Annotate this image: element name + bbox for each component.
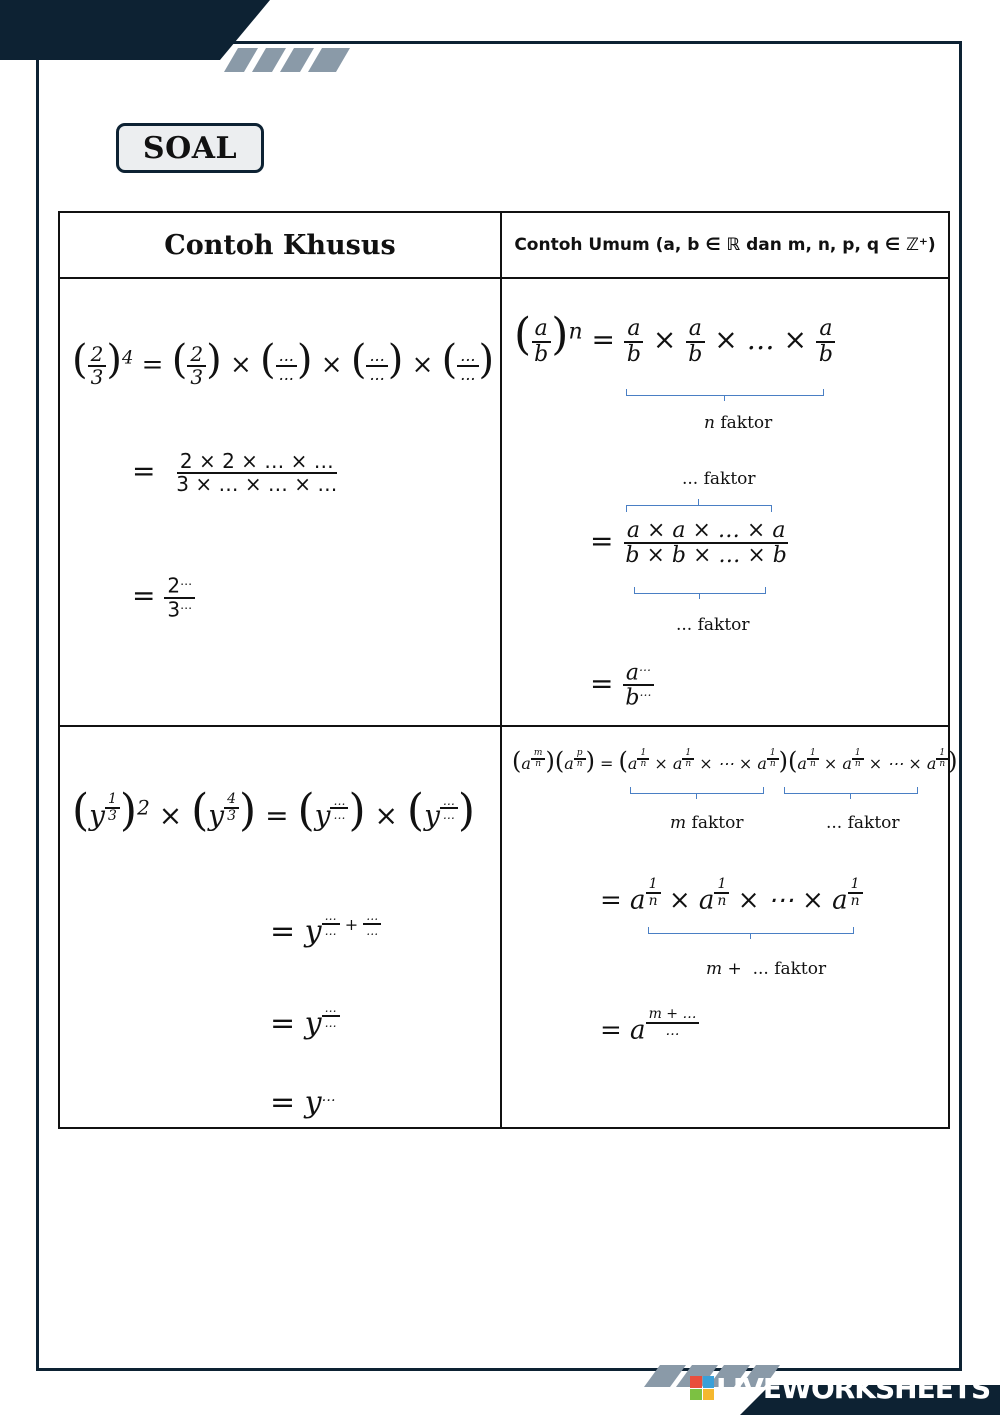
eq-special-2-line3: = y … … bbox=[270, 999, 340, 1041]
eq-general-1-line3: = $\frac{a^\dots}{b^\dots}$ bbox=[590, 661, 654, 710]
brace-right-faktor bbox=[784, 787, 918, 794]
header-left-cell bbox=[59, 212, 501, 278]
eq-general-2-line3: = a $^{\frac{m + \dots}{\dots}}$ bbox=[600, 1007, 699, 1045]
cell-general-2 bbox=[501, 726, 958, 1128]
brace-n-faktor bbox=[626, 389, 824, 396]
eq-special-2-line4: = y… bbox=[270, 1085, 336, 1120]
brace-m-plus-faktor bbox=[648, 927, 854, 934]
header-right-cell bbox=[501, 212, 949, 278]
header-right: Contoh Umum (a, b ∈ ℝ dan m, n, p, q ∈ ℤ⁺) bbox=[514, 235, 936, 255]
label-dots-faktor-right: ... faktor bbox=[826, 813, 900, 833]
watermark: LIVEWORKSHEETS bbox=[716, 1372, 991, 1405]
brace-m-faktor bbox=[630, 787, 764, 794]
label-dots-faktor-top: ... faktor bbox=[682, 469, 756, 489]
eq-general-2-line1: (a $^{\frac{m}{n}}$ )(a $^{\frac{p}{n}}$ ) = (a $^{\frac{1}{n}}$ × a $^{\frac{1}{n}}$ × ⋯ × a $^{\frac{1}{n}}$ )(a $^{\frac{1}{n}}$ × a $^{\frac{1}{n}}$ × ⋯ × a $^{\frac{1}{n}}$ ) bbox=[512, 747, 958, 775]
eq-general-2-line2: = a $^{\frac{1}{n}}$ × a $^{\frac{1}{n}}$ × ⋯ × a $^{\frac{1}{n}}$ bbox=[600, 877, 863, 915]
cell-special-1 bbox=[59, 278, 501, 726]
eq-special-2-line1: (y $^{\frac{1}{3}}$ )$^2$ × (y $^{\frac{4}{3}}$ ) = (y … … ) × (y … … ) bbox=[72, 785, 476, 836]
eq-special-2-line2: = y … … + … … bbox=[270, 907, 381, 949]
eq-general-1-line1: ( $\frac{a}{b}$ )$^n$ = $\frac{a}{b}$ × $\frac{a}{b}$ × … × $\frac{a}{b}$ bbox=[514, 309, 836, 366]
brace-top-faktor bbox=[626, 505, 772, 512]
label-n-faktor: n faktor bbox=[704, 413, 773, 433]
label-m-faktor: m faktor bbox=[670, 813, 744, 833]
eq-special-1-line1: ( $\frac{2}{3}$ )$^4$ = ( $\frac{2}{3}$ ) × ( $\frac{...}{...}$ ) × ( $\frac{...}{...}$ ) × ( $\frac{...}{...}$ ) bbox=[72, 337, 495, 389]
soal-label: SOAL bbox=[116, 123, 264, 173]
eq-general-1-line2: = $\frac{a \times a \times \dots \times a}{b \times b \times \dots \times b}$ bbox=[590, 518, 787, 569]
eq-special-1-line3: = $\frac{2^\dots}{3^\dots}$ bbox=[132, 575, 195, 620]
exercise-table bbox=[58, 211, 958, 1129]
cell-general-1 bbox=[501, 278, 949, 726]
eq-special-1-line2: = $\frac{2 \times 2 \times \dots \times \dots}{3 \times \dots \times \dots \times \dots}$ bbox=[132, 449, 338, 496]
label-dots-faktor-bottom: ... faktor bbox=[676, 615, 750, 635]
label-m-plus-faktor: m + ... faktor bbox=[706, 959, 827, 979]
header-left: Contoh Khusus bbox=[164, 229, 396, 261]
cell-special-2 bbox=[59, 726, 501, 1128]
logo-icon bbox=[690, 1376, 714, 1400]
brace-bottom-faktor bbox=[634, 587, 766, 594]
